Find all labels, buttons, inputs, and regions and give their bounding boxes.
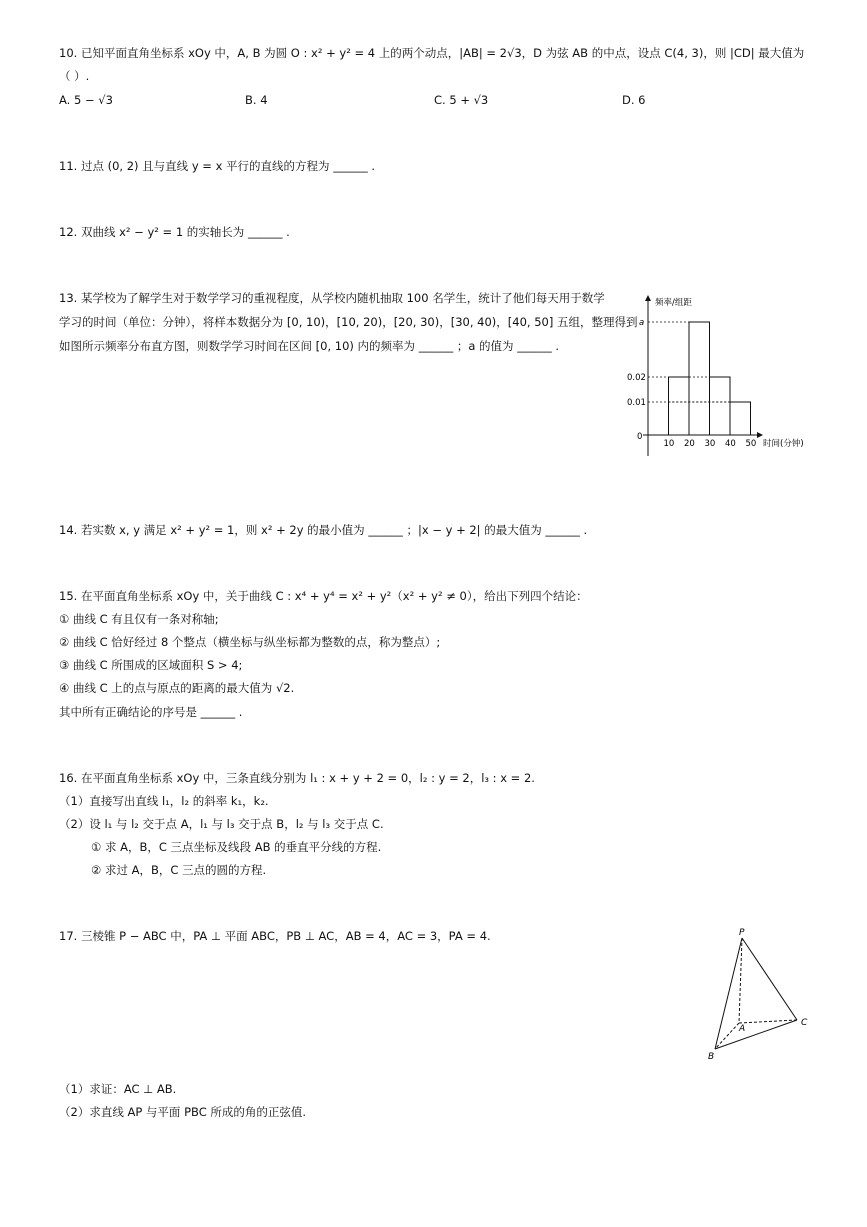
x-tick-label: 40	[725, 439, 736, 449]
x-axis-label: 时间(分钟)	[763, 439, 804, 449]
q12-text: 12. 双曲线 x² − y² = 1 的实轴长为 ______ .	[59, 225, 290, 239]
q10-option-b: B. 4	[245, 93, 268, 107]
q17-part-2: （2）求直线 AP 与平面 PBC 所成的角的正弦值.	[59, 1105, 307, 1119]
q13-line-2: 学习的时间（单位：分钟），将样本数据分为 [0, 10)，[10, 20)，[20, 30)，[30, 40)，[40, 50] 五组，整理得到	[59, 315, 638, 329]
q16-part-1: （1）直接写出直线 l₁，l₂ 的斜率 k₁，k₂.	[59, 794, 269, 808]
vertex-label-p: P	[739, 928, 745, 938]
q17-stem: 17. 三棱锥 P − ABC 中，PA ⊥ 平面 ABC，PB ⊥ AC，AB = 4，AC = 3，PA = 4.	[59, 929, 491, 943]
histogram-bar	[669, 377, 690, 435]
q10-stem: 10. 已知平面直角坐标系 xOy 中，A, B 为圆 O : x² + y² = 4 上的两个动点，|AB| = 2√3，D 为弦 AB 的中点，设点 C(4, 3)，则 |CD| 最大值为	[59, 46, 805, 60]
origin-label: 0	[637, 432, 643, 442]
histogram-bar	[730, 402, 751, 435]
x-tick-label: 20	[684, 439, 695, 449]
q15-item-3: ③ 曲线 C 所围成的区域面积 S > 4;	[59, 658, 243, 672]
vertex-label-c: C	[801, 1018, 808, 1028]
q16-sub-1: ① 求 A，B，C 三点坐标及线段 AB 的垂直平分线的方程.	[91, 840, 382, 854]
q15-item-2: ② 曲线 C 恰好经过 8 个整点（横坐标与纵坐标都为整数的点，称为整点）;	[59, 635, 441, 649]
q16-sub-2: ② 求过 A，B，C 三点的圆的方程.	[91, 863, 267, 877]
vertex-label-a: A	[739, 1024, 746, 1034]
q11-text: 11. 过点 (0, 2) 且与直线 y = x 平行的直线的方程为 ______ .	[59, 159, 376, 173]
q16-stem: 16. 在平面直角坐标系 xOy 中，三条直线分别为 l₁ : x + y + 2 = 0，l₂ : y = 2，l₃ : x = 2.	[59, 771, 535, 785]
q10-option-c: C. 5 + √3	[434, 93, 489, 107]
y-tick-label: 0.01	[627, 398, 646, 408]
q16-part-2: （2）设 l₁ 与 l₂ 交于点 A，l₁ 与 l₃ 交于点 B，l₂ 与 l₃ 交于点 C.	[59, 817, 384, 831]
y-axis-label: 频率/组距	[655, 298, 692, 308]
edge-pa	[739, 938, 742, 1023]
edge-bc	[715, 1020, 797, 1049]
histogram-bar	[710, 377, 731, 435]
q15-item-1: ① 曲线 C 有且仅有一条对称轴;	[59, 612, 219, 626]
q13-line-3: 如图所示频率分布直方图，则数学学习时间在区间 [0, 10) 内的频率为 ______ ；a 的值为 ______ .	[59, 339, 560, 353]
x-tick-label: 10	[663, 439, 675, 449]
q15-stem: 15. 在平面直角坐标系 xOy 中，关于曲线 C : x⁴ + y⁴ = x² + y²（x² + y² ≠ 0），给出下列四个结论：	[59, 589, 588, 603]
vertex-label-b: B	[708, 1052, 715, 1062]
q15-item-4: ④ 曲线 C 上的点与原点的距离的最大值为 √2.	[59, 681, 295, 695]
histogram-bar	[689, 322, 710, 435]
edge-pc	[742, 938, 797, 1020]
q10-answer-blank: （ ）.	[59, 69, 90, 83]
q17-part-1: （1）求证：AC ⊥ AB.	[59, 1082, 177, 1096]
pyramid-figure	[700, 925, 815, 1065]
q14-text: 14. 若实数 x, y 满足 x² + y² = 1，则 x² + 2y 的最小值为 ______ ；|x − y + 2| 的最大值为 ______ .	[59, 523, 588, 537]
q10-option-a: A. 5 − √3	[59, 93, 113, 107]
frequency-histogram	[615, 288, 815, 463]
x-tick-label: 50	[745, 439, 757, 449]
q13-line-1: 13. 某学校为了解学生对于数学学习的重视程度，从学校内随机抽取 100 名学生，统计了他们每天用于数学	[59, 291, 605, 305]
edge-pb	[715, 938, 742, 1049]
y-tick-label: a	[639, 318, 645, 328]
q15-answer: 其中所有正确结论的序号是 ______ .	[59, 705, 243, 719]
x-tick-label: 30	[704, 439, 716, 449]
q10-option-d: D. 6	[622, 93, 646, 107]
y-tick-label: 0.02	[627, 373, 646, 383]
